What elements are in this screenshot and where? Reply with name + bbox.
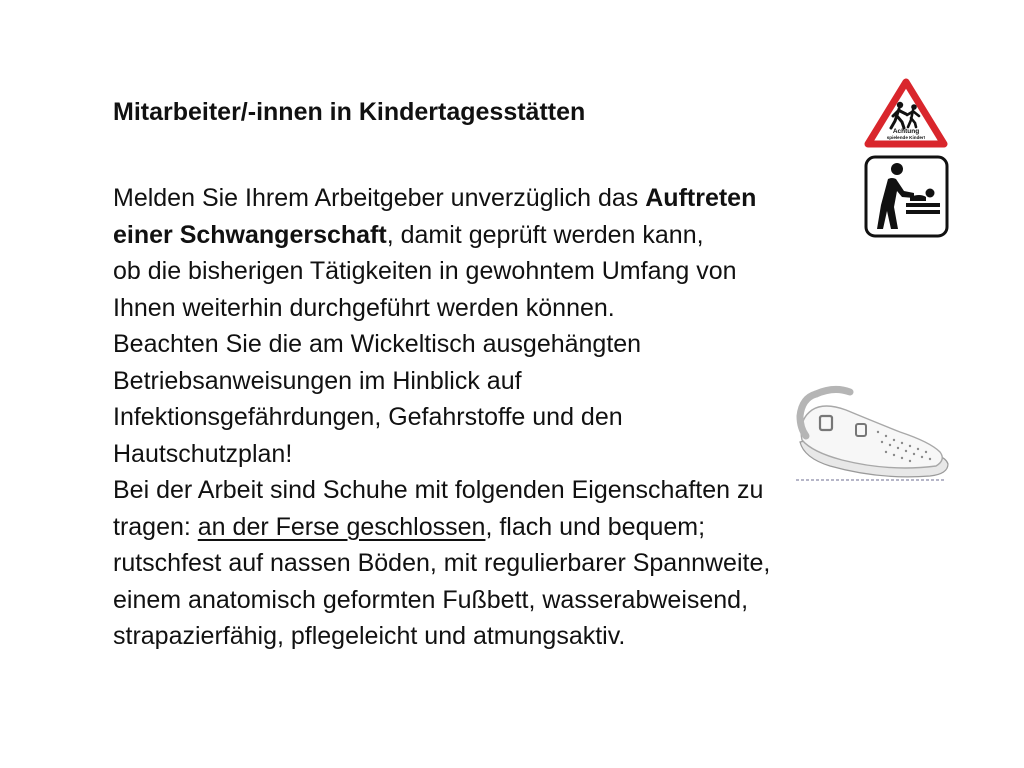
body-line-1-bold: Auftreten	[645, 184, 757, 212]
body-line-9: Bei der Arbeit sind Schuhe mit folgenden Eigenschaften zu	[113, 476, 764, 504]
body-line-2-text: , damit geprüft werden kann,	[386, 220, 704, 249]
changing-table-pictogram-icon	[864, 155, 949, 238]
body-line-6: Betriebsanweisungen im Hinblick auf	[113, 366, 522, 395]
body-line-10-underline: an der Ferse geschlossen	[197, 512, 486, 541]
body-line-4: Ihnen weiterhin durchgeführt werden können.	[113, 293, 615, 322]
work-clog-shoe-icon	[790, 380, 950, 485]
body-line-10-text: tragen:	[113, 512, 198, 541]
slide-title: Mitarbeiter/-innen in Kindertagesstätten	[113, 98, 586, 126]
body-line-2	[113, 217, 973, 254]
warning-sign-line1: Achtung	[892, 128, 920, 135]
body-line-2-bold: einer Schwangerschaft	[113, 220, 387, 249]
body-line-11: rutschfest auf nassen Böden, mit regulierbarer Spannweite,	[113, 549, 771, 577]
children-warning-sign-icon	[864, 78, 948, 148]
body-line-3: ob die bisherigen Tätigkeiten in gewohntem Umfang von	[113, 257, 737, 285]
body-line-5: Beachten Sie die am Wickeltisch ausgehängten	[113, 330, 642, 358]
body-line-12: einem anatomisch geformten Fußbett, wasserabweisend,	[113, 585, 749, 614]
body-line-1-text: Melden Sie Ihrem Arbeitgeber unverzüglich das	[113, 184, 646, 212]
body-line-10	[113, 509, 973, 546]
warning-sign-line2: spielende Kinder!	[886, 135, 926, 140]
body-line-10-post: , flach und bequem;	[485, 512, 706, 541]
body-line-8: Hautschutzplan!	[113, 439, 293, 468]
body-line-7: Infektionsgefährdungen, Gefahrstoffe und den	[113, 403, 623, 431]
body-line-1	[113, 180, 973, 217]
body-line-13: strapazierfähig, pflegeleicht und atmungsaktiv.	[113, 622, 626, 650]
